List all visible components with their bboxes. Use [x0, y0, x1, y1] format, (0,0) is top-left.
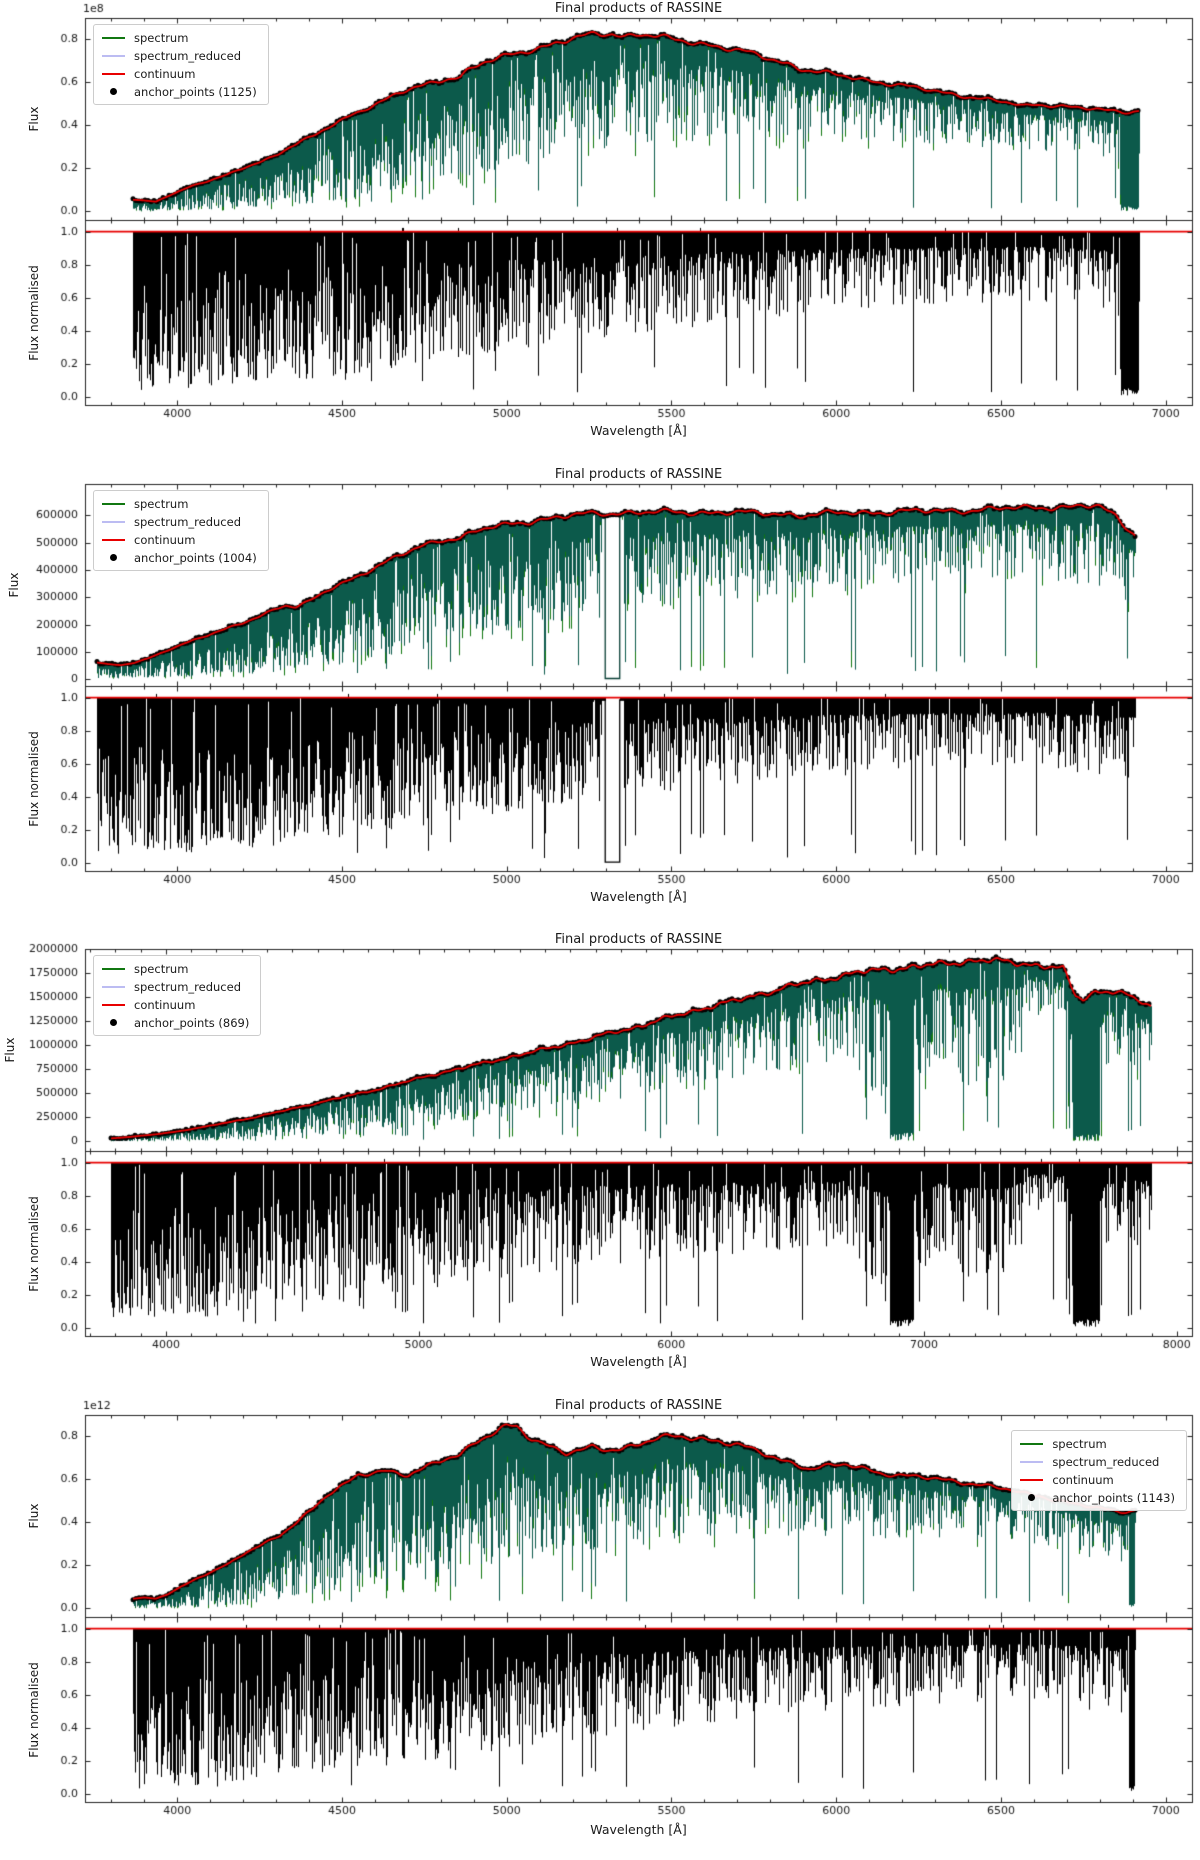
figure-1-xlabel: Wavelength [Å] [590, 423, 687, 438]
legend-item-continuum: continuum [102, 66, 257, 81]
figure-4-title: Final products of RASSINE [554, 1398, 723, 1413]
legend-item-continuum: continuum [102, 997, 249, 1012]
legend-item-spectrum: spectrum [102, 496, 257, 511]
spectrum-line-swatch [102, 37, 125, 39]
figure-3-ylabel-flux-normalised: Flux normalised [27, 1196, 41, 1292]
figure-3-title: Final products of RASSINE [554, 932, 723, 947]
spectrum-reduced-line-swatch [102, 55, 125, 57]
spectrum-reduced-line-swatch [102, 986, 125, 988]
figure-4-ylabel-flux: Flux [27, 1503, 41, 1529]
figure-4-ylabel-flux-normalised: Flux normalised [27, 1662, 41, 1758]
legend-item-anchor-points: anchor_points (869) [102, 1015, 249, 1030]
anchor-points-marker-swatch [102, 1019, 125, 1026]
anchor-points-marker-swatch [1020, 1494, 1043, 1501]
legend-item-continuum: continuum [1020, 1472, 1175, 1487]
anchor-points-marker-swatch [102, 554, 125, 561]
figure-3-ylabel-flux: Flux [3, 1037, 17, 1063]
figure-2-ylabel-flux: Flux [7, 572, 21, 598]
figure-2-legend [93, 490, 269, 571]
figure-1-title: Final products of RASSINE [554, 1, 723, 16]
continuum-line-swatch [102, 73, 125, 75]
spectrum-line-swatch [102, 968, 125, 970]
figure-4-legend [1011, 1430, 1187, 1511]
legend-item-anchor-points: anchor_points (1143) [1020, 1490, 1175, 1505]
figure-3-xlabel: Wavelength [Å] [590, 1354, 687, 1369]
legend-item-spectrum-reduced: spectrum_reduced [102, 979, 249, 994]
legend-item-spectrum: spectrum [1020, 1436, 1175, 1451]
spectrum-reduced-line-swatch [102, 521, 125, 523]
continuum-line-swatch [102, 539, 125, 541]
legend-item-spectrum-reduced: spectrum_reduced [1020, 1454, 1175, 1469]
legend-item-spectrum-reduced: spectrum_reduced [102, 48, 257, 63]
figure-1-legend [93, 24, 269, 105]
anchor-points-marker-swatch [102, 88, 125, 95]
figure-2-title: Final products of RASSINE [554, 467, 723, 482]
spectrum-line-swatch [1020, 1443, 1043, 1445]
figure-4-xlabel: Wavelength [Å] [590, 1822, 687, 1837]
legend-item-anchor-points: anchor_points (1004) [102, 550, 257, 565]
figure-2-ylabel-flux-normalised: Flux normalised [27, 731, 41, 827]
legend-item-spectrum: spectrum [102, 30, 257, 45]
spectrum-reduced-line-swatch [1020, 1461, 1043, 1463]
continuum-line-swatch [102, 1004, 125, 1006]
legend-item-spectrum: spectrum [102, 961, 249, 976]
figure-3-legend [93, 955, 261, 1036]
legend-item-spectrum-reduced: spectrum_reduced [102, 514, 257, 529]
figure-1-ylabel-flux-normalised: Flux normalised [27, 265, 41, 361]
figure-2-xlabel: Wavelength [Å] [590, 889, 687, 904]
figure-1-ylabel-flux: Flux [27, 106, 41, 132]
legend-item-continuum: continuum [102, 532, 257, 547]
spectrum-line-swatch [102, 503, 125, 505]
legend-item-anchor-points: anchor_points (1125) [102, 84, 257, 99]
continuum-line-swatch [1020, 1479, 1043, 1481]
